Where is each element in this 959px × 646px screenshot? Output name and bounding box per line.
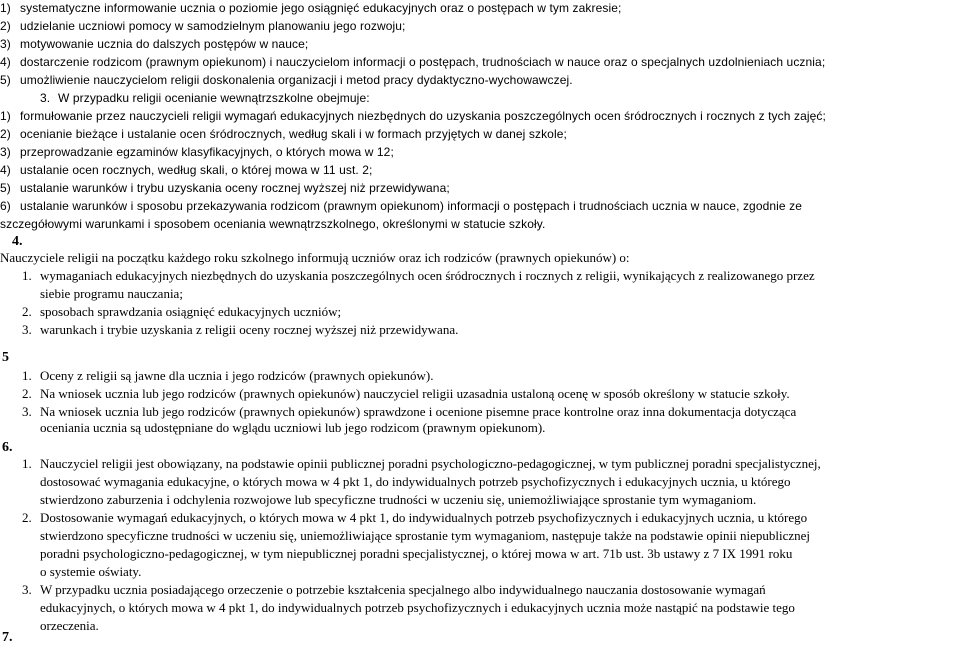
item-text: ocenianie bieżące i ustalanie ocen śródrocznych, według skali i w formach przyjętych w danej szkole; (20, 127, 567, 141)
item-number: 1. (22, 456, 32, 471)
list-item (0, 0, 621, 16)
item-text: formułowanie przez nauczycieli religii wymagań edukacyjnych niezbędnych do uzyskania poszczególnych ocen śródrocznych i rocznych z tych zajęć; (20, 109, 826, 123)
list-item (22, 386, 790, 402)
item-number: 2. (22, 386, 32, 401)
item-text: warunkach i trybie uzyskania z religii oceny rocznej wyższej niż przewidywana. (40, 322, 459, 337)
list-item (22, 582, 766, 598)
list-item (0, 108, 826, 124)
list-item-continuation: orzeczenia. (40, 618, 99, 633)
item-number: 2. (22, 304, 32, 319)
list-item (0, 162, 372, 178)
item-number: 3. (22, 322, 32, 337)
item-text: sposobach sprawdzania osiągnięć edukacyjnych uczniów; (40, 304, 342, 319)
item-number: 5) (0, 181, 11, 195)
item-text: ustalanie warunków i trybu uzyskania oceny rocznej wyższej niż przewidywana; (20, 181, 450, 195)
section-number: 6. (2, 440, 13, 455)
item-number: 4) (0, 163, 11, 177)
item-text: ustalanie warunków i sposobu przekazywania rodzicom (prawnym opiekunom) informacji o postępach i trudnościach ucznia w nauce, zgodnie ze (20, 199, 802, 213)
list-item-continuation: dostosować wymagania edukacyjne, o których mowa w 4 pkt 1, do indywidualnych potrzeb psychofizycznych i edukacyjnych ucznia, u którego (40, 474, 791, 489)
item-number: 3. (22, 582, 32, 597)
list-item (0, 126, 567, 142)
list-item (22, 322, 458, 338)
item-text: przeprowadzanie egzaminów klasyfikacyjnych, o których mowa w 12; (20, 145, 394, 159)
item-text: Oceny z religii są jawne dla ucznia i jego rodziców (prawnych opiekunów). (40, 368, 434, 383)
section-text: W przypadku religii ocenianie wewnątrzszkolne obejmuje: (58, 91, 370, 105)
list-item (22, 268, 815, 284)
list-item-continuation: stwierdzono specyficzne trudności w uczeniu się, uniemożliwiające sprostanie tym wymaganiom, następuje także na podstawie opinii niepublicznej (40, 528, 811, 543)
list-item (0, 18, 405, 34)
item-text: W przypadku ucznia posiadającego orzeczenie o potrzebie kształcenia specjalnego albo indywidualnego nauczania dostosowanie wymagań (40, 582, 766, 597)
list-item (22, 404, 796, 420)
list-item (0, 180, 450, 196)
item-text: Na wniosek ucznia lub jego rodziców (prawnych opiekunów) sprawdzone i ocenione pisemne prace kontrolne oraz inna dokumentacja dotycząca (40, 404, 797, 419)
section-number: 4. (12, 234, 23, 249)
item-number: 3) (0, 145, 11, 159)
section-heading (40, 90, 370, 106)
item-number: 4) (0, 55, 11, 69)
list-item-continuation: stwierdzono zaburzenia i odchylenia rozwojowe lub specyficzne trudności w uczeniu się, uniemożliwiające sprostanie tym wymaganiom. (40, 492, 757, 507)
item-number: 1. (22, 368, 32, 383)
item-text: Nauczyciel religii jest obowiązany, na podstawie opinii publicznej poradni psychologiczno-pedagogicznej, w tym publicznej poradni specjalistycznej, (40, 456, 821, 471)
list-item-continuation: oceniania ucznia są udostępniane do wglądu uczniowi lub jego rodzicom (prawnym opiekunom). (40, 420, 546, 435)
item-number: 5) (0, 73, 11, 87)
item-text: umożliwienie nauczycielom religii doskonalenia organizacji i metod pracy dydaktyczno-wychowawczej. (20, 73, 573, 87)
item-text: dostarczenie rodzicom (prawnym opiekunom) i nauczycielom informacji o postępach, trudnościach w nauce oraz o specjalnych uzdolnieniach ucznia; (20, 55, 826, 69)
item-text: udzielanie uczniowi pomocy w samodzielnym planowaniu jego rozwoju; (20, 19, 406, 33)
item-text: szczegółowymi warunkami i sposobem oceniania wewnątrzszkolnego, określonymi w statucie szkoły. (0, 217, 546, 231)
section-number: 7. (2, 630, 13, 645)
list-item-continuation: siebie programu nauczania; (40, 286, 183, 301)
section-number: 3. (40, 91, 51, 105)
list-item (22, 510, 807, 526)
list-item (0, 54, 825, 70)
list-item (22, 368, 433, 384)
list-item (0, 36, 308, 52)
item-text: Na wniosek ucznia lub jego rodziców (prawnych opiekunów) nauczyciel religii uzasadnia ustaloną ocenę w sposób określony w statucie szkoły. (40, 386, 790, 401)
list-item (0, 198, 802, 214)
item-text: motywowanie ucznia do dalszych postępów w nauce; (20, 37, 309, 51)
list-item (22, 456, 821, 472)
list-item-continuation (0, 216, 545, 232)
list-item-continuation: poradni psychologiczno-pedagogicznej, w tym niepublicznej poradni specjalistycznej, o której mowa w art. 71b ust. 3b ustawy z 7 IX 1991 roku (40, 546, 793, 561)
item-number: 2) (0, 19, 11, 33)
item-number: 6) (0, 199, 11, 213)
list-item (0, 72, 573, 88)
item-number: 1) (0, 1, 11, 15)
list-item-continuation: o systemie oświaty. (40, 564, 142, 579)
list-item-continuation: edukacyjnych, o których mowa w 4 pkt 1, do indywidualnych potrzeb psychofizycznych i edukacyjnych ucznia może nastąpić na podstawie tego (40, 600, 795, 615)
item-text: Dostosowanie wymagań edukacyjnych, o których mowa w 4 pkt 1, do indywidualnych potrzeb psychofizycznych i edukacyjnych ucznia, u którego (40, 510, 808, 525)
paragraph: Nauczyciele religii na początku każdego roku szkolnego informują uczniów oraz ich rodziców (prawnych opiekunów) o: (0, 250, 630, 265)
item-number: 2. (22, 510, 32, 525)
item-number: 1) (0, 109, 11, 123)
item-number: 3) (0, 37, 11, 51)
item-number: 1. (22, 268, 32, 283)
list-item (22, 304, 341, 320)
list-item (0, 144, 394, 160)
section-number: 5 (2, 350, 9, 365)
item-text: systematyczne informowanie ucznia o poziomie jego osiągnięć edukacyjnych oraz o postępach w tym zakresie; (20, 1, 622, 15)
item-text: wymaganiach edukacyjnych niezbędnych do uzyskania poszczególnych ocen śródrocznych i rocznych z religii, wynikających z realizowanego przez (40, 268, 815, 283)
item-number: 3. (22, 404, 32, 419)
item-number: 2) (0, 127, 11, 141)
item-text: ustalanie ocen rocznych, według skali, o której mowa w 11 ust. 2; (20, 163, 373, 177)
